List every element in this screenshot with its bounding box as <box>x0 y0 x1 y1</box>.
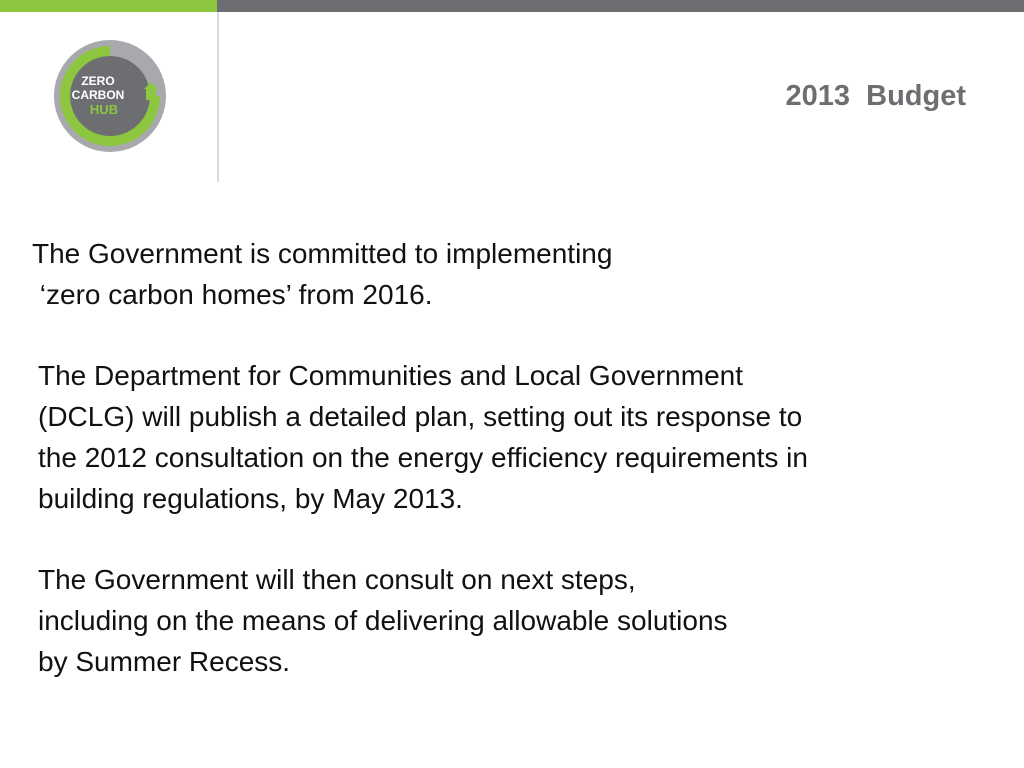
paragraph-line: ‘zero carbon homes’ from 2016. <box>32 279 433 310</box>
paragraph-2 <box>38 355 808 519</box>
top-bar-grey <box>217 0 1024 12</box>
slide-title: 2013 Budget <box>785 80 966 112</box>
paragraph-line: (DCLG) will publish a detailed plan, setting out its response to <box>38 401 803 432</box>
header-divider <box>217 12 219 182</box>
paragraph-1 <box>32 233 612 315</box>
paragraph-line: by Summer Recess. <box>38 646 291 677</box>
zero-carbon-hub-logo <box>52 38 168 154</box>
paragraph-line: The Government will then consult on next steps, <box>38 564 636 595</box>
house-icon <box>146 88 156 100</box>
top-bar-green <box>0 0 217 12</box>
logo-text-line3: HUB <box>89 102 119 117</box>
paragraph-line: The Department for Communities and Local Government <box>38 360 743 391</box>
paragraph-3 <box>38 559 728 682</box>
paragraph-line: the 2012 consultation on the energy efficiency requirements in <box>38 442 808 473</box>
paragraph-line: including on the means of delivering allowable solutions <box>38 605 728 636</box>
paragraph-line: building regulations, by May 2013. <box>38 483 463 514</box>
logo-text-line2: CARBON <box>71 88 125 102</box>
paragraph-line: The Government is committed to implementing <box>32 238 613 269</box>
logo-text-line1: ZERO <box>81 74 115 88</box>
